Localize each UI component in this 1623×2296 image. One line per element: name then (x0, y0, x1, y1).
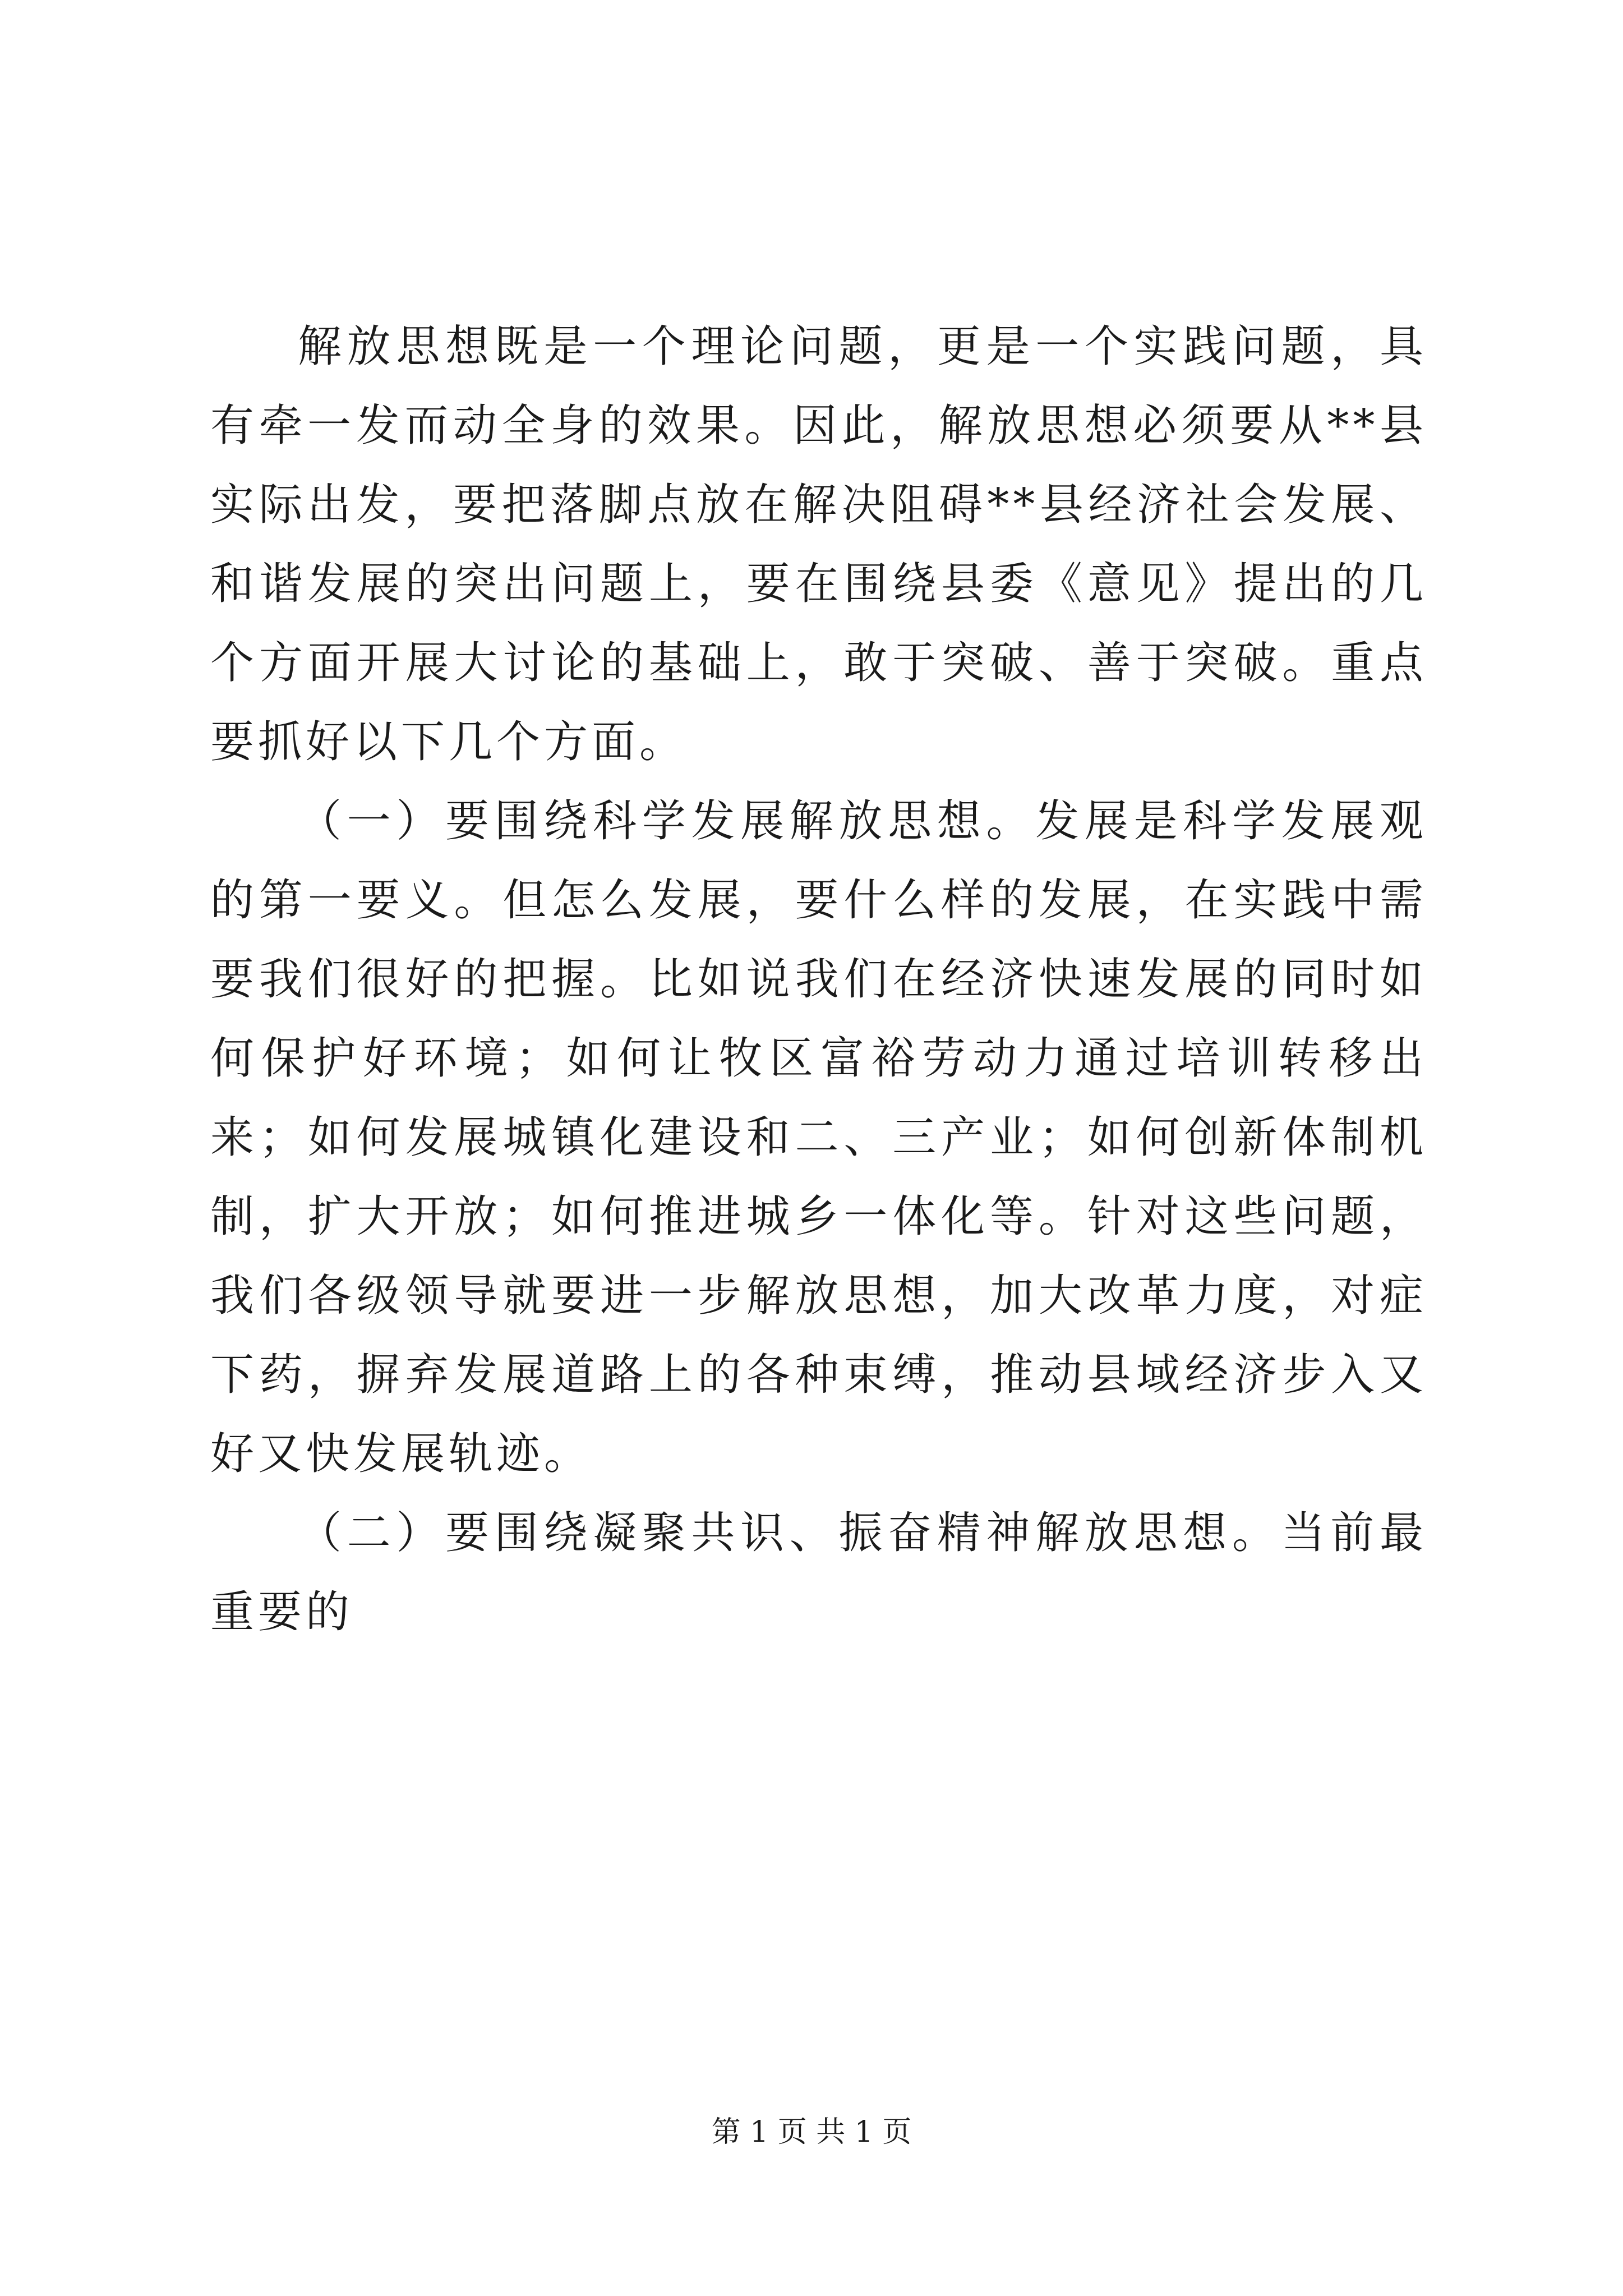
paragraph-section-one: （一）要围绕科学发展解放思想。发展是科学发展观的第一要义。但怎么发展，要什么样的发展，在实践中需要我们很好的把握。比如说我们在经济快速发展的同时如何保护好环境；如何让牧区富裕劳动力通过培训转移出来；如何发展城镇化建设和二、三产业；如何创新体制机制，扩大开放；如何推进城乡一体化等。针对这些问题，我们各级领导就要进一步解放思想，加大改革力度，对症下药，摒弃发展道路上的各种束缚，推动县域经济步入又好又快发展轨迹。 (210, 796, 1427, 1479)
page-footer: 第 1 页 共 1 页 (711, 2115, 912, 2149)
document-body (210, 307, 1427, 1652)
paragraph-intro: 解放思想既是一个理论问题，更是一个实践问题，具有牵一发而动全身的效果。因此，解放思想必须要从**县实际出发，要把落脚点放在解决阻碍**县经济社会发展、和谐发展的突出问题上，要在围绕县委《意见》提出的几个方面开展大讨论的基础上，敢于突破、善于突破。重点要抓好以下几个方面。 (210, 321, 1427, 767)
paragraph-section-two: （二）要围绕凝聚共识、振奋精神解放思想。当前最重要的 (210, 1508, 1427, 1637)
